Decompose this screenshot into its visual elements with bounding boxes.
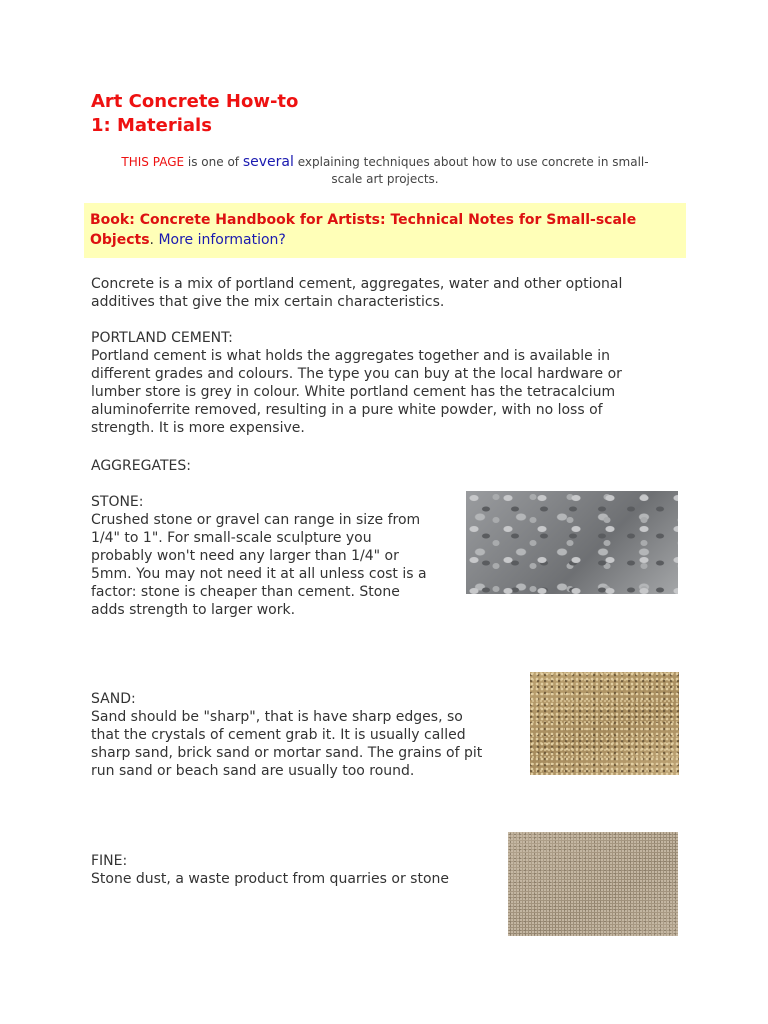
sand-section <box>91 690 482 780</box>
intro-note <box>100 154 670 188</box>
text-line: strength. It is more expensive. <box>91 420 305 436</box>
book-period: . <box>149 232 154 248</box>
portland-cement-section <box>91 329 622 437</box>
sand-image <box>530 672 679 775</box>
section-heading: SAND: <box>91 691 136 707</box>
more-information-link[interactable]: More information? <box>158 232 286 248</box>
text-line: Portland cement is what holds the aggregates together and is available in <box>91 348 610 364</box>
text-line: adds strength to larger work. <box>91 602 296 618</box>
book-title-line-1: Book: Concrete Handbook for Artists: Technical Notes for Small-scale <box>90 212 637 228</box>
text-line: additives that give the mix certain characteristics. <box>91 294 445 310</box>
intro-paragraph <box>91 275 622 311</box>
text-line: different grades and colours. The type you can buy at the local hardware or <box>91 366 622 382</box>
book-callout <box>84 203 686 258</box>
intro-text-a: is one of <box>187 155 240 169</box>
text-line: factor: stone is cheaper than cement. Stone <box>91 584 400 600</box>
section-heading: PORTLAND CEMENT: <box>91 330 233 346</box>
aggregates-heading: AGGREGATES: <box>91 458 191 474</box>
intro-text-c: scale art projects. <box>331 172 439 186</box>
fine-section <box>91 852 449 888</box>
section-heading: STONE: <box>91 494 144 510</box>
text-line: Crushed stone or gravel can range in size from <box>91 512 421 528</box>
stone-dust-image <box>508 832 678 936</box>
text-line: sharp sand, brick sand or mortar sand. The grains of pit <box>91 745 483 761</box>
text-line: 5mm. You may not need it at all unless cost is a <box>91 566 427 582</box>
text-line: lumber store is grey in colour. White portland cement has the tetracalcium <box>91 384 616 400</box>
intro-text-b: explaining techniques about how to use concrete in small- <box>297 155 649 169</box>
page-title-line-1: Art Concrete How-to <box>91 91 299 112</box>
text-line: that the crystals of cement grab it. It is usually called <box>91 727 466 743</box>
crushed-stone-image <box>466 491 678 594</box>
text-line: run sand or beach sand are usually too round. <box>91 763 415 779</box>
page-title <box>91 90 298 138</box>
text-line: Concrete is a mix of portland cement, aggregates, water and other optional <box>91 276 623 292</box>
section-heading: FINE: <box>91 853 128 869</box>
this-page-label: THIS PAGE <box>121 155 185 169</box>
text-line: Sand should be "sharp", that is have sharp edges, so <box>91 709 463 725</box>
text-line: probably won't need any larger than 1/4" or <box>91 548 399 564</box>
text-line: aluminoferrite removed, resulting in a pure white powder, with no loss of <box>91 402 603 418</box>
several-link[interactable]: several <box>242 154 294 170</box>
page-title-line-2: 1: Materials <box>91 115 212 136</box>
text-line: 1/4" to 1". For small-scale sculpture you <box>91 530 372 546</box>
stone-section <box>91 493 427 619</box>
text-line: Stone dust, a waste product from quarries or stone <box>91 871 450 887</box>
book-title-line-2: Objects <box>90 232 150 248</box>
